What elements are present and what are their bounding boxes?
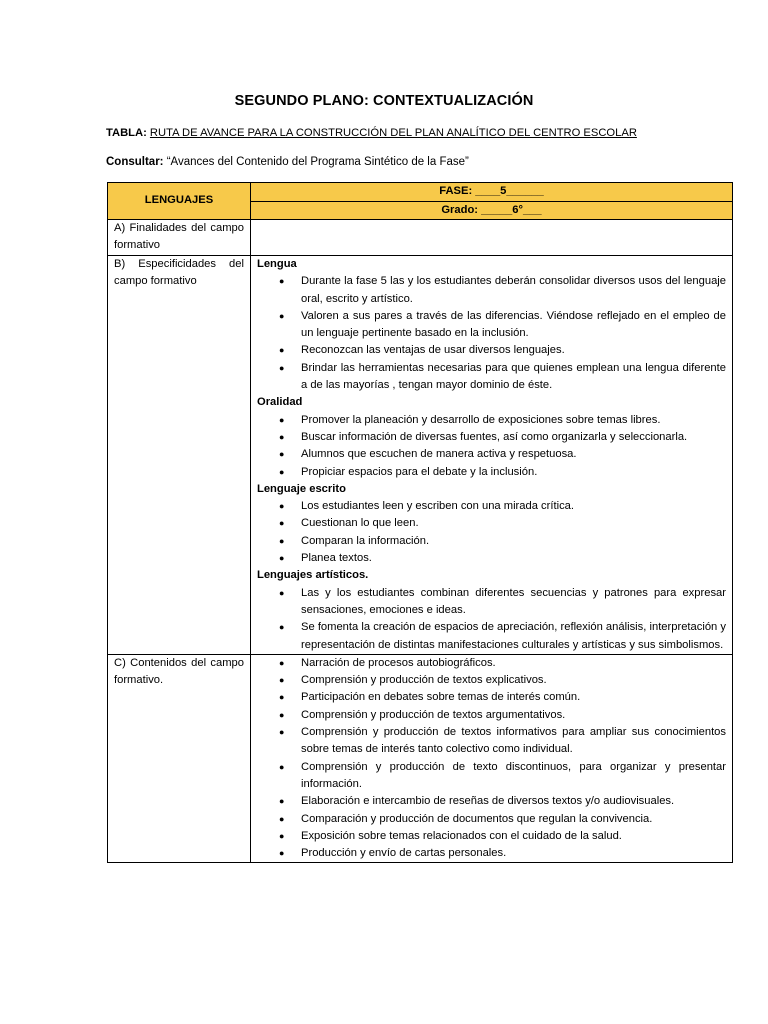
page-title: SEGUNDO PLANO: CONTEXTUALIZACIÓN (234, 93, 534, 109)
list-item: ● Elaboración e intercambio de reseñas de diversos textos y/o audiovisuales. (301, 793, 726, 810)
fase-label: FASE: (439, 185, 473, 197)
tabla-label: TABLA: (106, 127, 147, 139)
list-item: ● Cuestionan lo que leen. (301, 515, 726, 532)
grado-label: Grado: (441, 203, 479, 216)
list-item: ● Narración de procesos autobiográficos. (301, 655, 726, 672)
list-item: ● Las y los estudiantes combinan diferentes secuencias y patrones para expresar sensaciones, emociones e ideas. (301, 585, 726, 620)
table-caption (106, 127, 637, 139)
section-heading: Lenguajes artísticos. (257, 569, 369, 582)
list-item: ● Planea textos. (301, 550, 726, 567)
fase-value: ____5______ (475, 185, 544, 197)
list-item: ● Comprensión y producción de textos argumentativos. (301, 707, 726, 724)
bullet-list (257, 498, 726, 567)
section-heading: Oralidad (257, 396, 303, 409)
list-item: ● Alumnos que escuchen de manera activa y respetuosa. (301, 446, 726, 463)
list-item: ● Brindar las herramientas necesarias para que quienes emplean una lengua diferente a de las mayorías , tengan mayor dominio de éste. (301, 360, 726, 395)
row-b-label: B) Especificidades del campo formativo (108, 256, 251, 655)
plan-table (107, 182, 733, 863)
list-item: ● Buscar información de diversas fuentes, así como organizarla y seleccionarla. (301, 429, 726, 446)
list-item: ● Comprensión y producción de textos informativos para ampliar sus conocimientos sobre temas de interés tanto colectivo como individual. (301, 724, 726, 759)
tabla-text: RUTA DE AVANCE PARA LA CONSTRUCCIÓN DEL PLAN ANALÍTICO DEL CENTRO ESCOLAR (149, 127, 637, 139)
especificidades-cell (251, 256, 733, 655)
list-item: ● Promover la planeación y desarrollo de exposiciones sobre temas libres. (301, 412, 726, 429)
grado-header (251, 201, 733, 220)
list-item: ● Comprensión y producción de texto discontinuos, para organizar y presentar información. (301, 759, 726, 794)
contenidos-cell (251, 654, 733, 863)
grado-value: _____6°___ (481, 203, 542, 216)
list-item: ● Se fomenta la creación de espacios de apreciación, reflexión análisis, interpretación y representación de distintas manifestaciones culturales y artísticas y sus simbolismos. (301, 619, 726, 654)
fase-header (251, 183, 733, 202)
bullet-list (257, 655, 726, 863)
row-a-label: A) Finalidades del campo formativo (108, 220, 251, 256)
consultar-label: Consultar: (106, 156, 164, 168)
consultar-text: “Avances del Contenido del Programa Sintético de la Fase” (166, 156, 469, 168)
bullet-list (257, 585, 726, 654)
list-item: ● Propiciar espacios para el debate y la inclusión. (301, 464, 726, 481)
row-a-value (251, 220, 733, 256)
list-item: ● Participación en debates sobre temas de interés común. (301, 689, 726, 706)
list-item: ● Exposición sobre temas relacionados con el cuidado de la salud. (301, 828, 726, 845)
section-heading: Lenguaje escrito (257, 482, 346, 495)
list-item: ● Producción y envío de cartas personales. (301, 845, 726, 862)
list-item: ● Valoren a sus pares a través de las diferencias. Viéndose reflejado en el empleo de un lenguaje pertinente basado en la inclusión. (301, 308, 726, 343)
section-heading: Lengua (257, 258, 297, 270)
list-item: ● Comparación y producción de documentos que regulan la convivencia. (301, 811, 726, 828)
consult-line (106, 156, 469, 168)
list-item: ● Comprensión y producción de textos explicativos. (301, 672, 726, 689)
list-item: ● Los estudiantes leen y escriben con una mirada crítica. (301, 498, 726, 515)
list-item: ● Comparan la información. (301, 533, 726, 550)
bullet-list (257, 273, 726, 394)
bullet-list (257, 412, 726, 481)
list-item: ● Durante la fase 5 las y los estudiantes deberán consolidar diversos usos del lenguaje oral, escrito y artístico. (301, 273, 726, 308)
campo-header: LENGUAJES (108, 183, 251, 220)
list-item: ● Reconozcan las ventajas de usar diversos lenguajes. (301, 342, 726, 359)
row-c-label: C) Contenidos del campo formativo. (108, 654, 251, 863)
